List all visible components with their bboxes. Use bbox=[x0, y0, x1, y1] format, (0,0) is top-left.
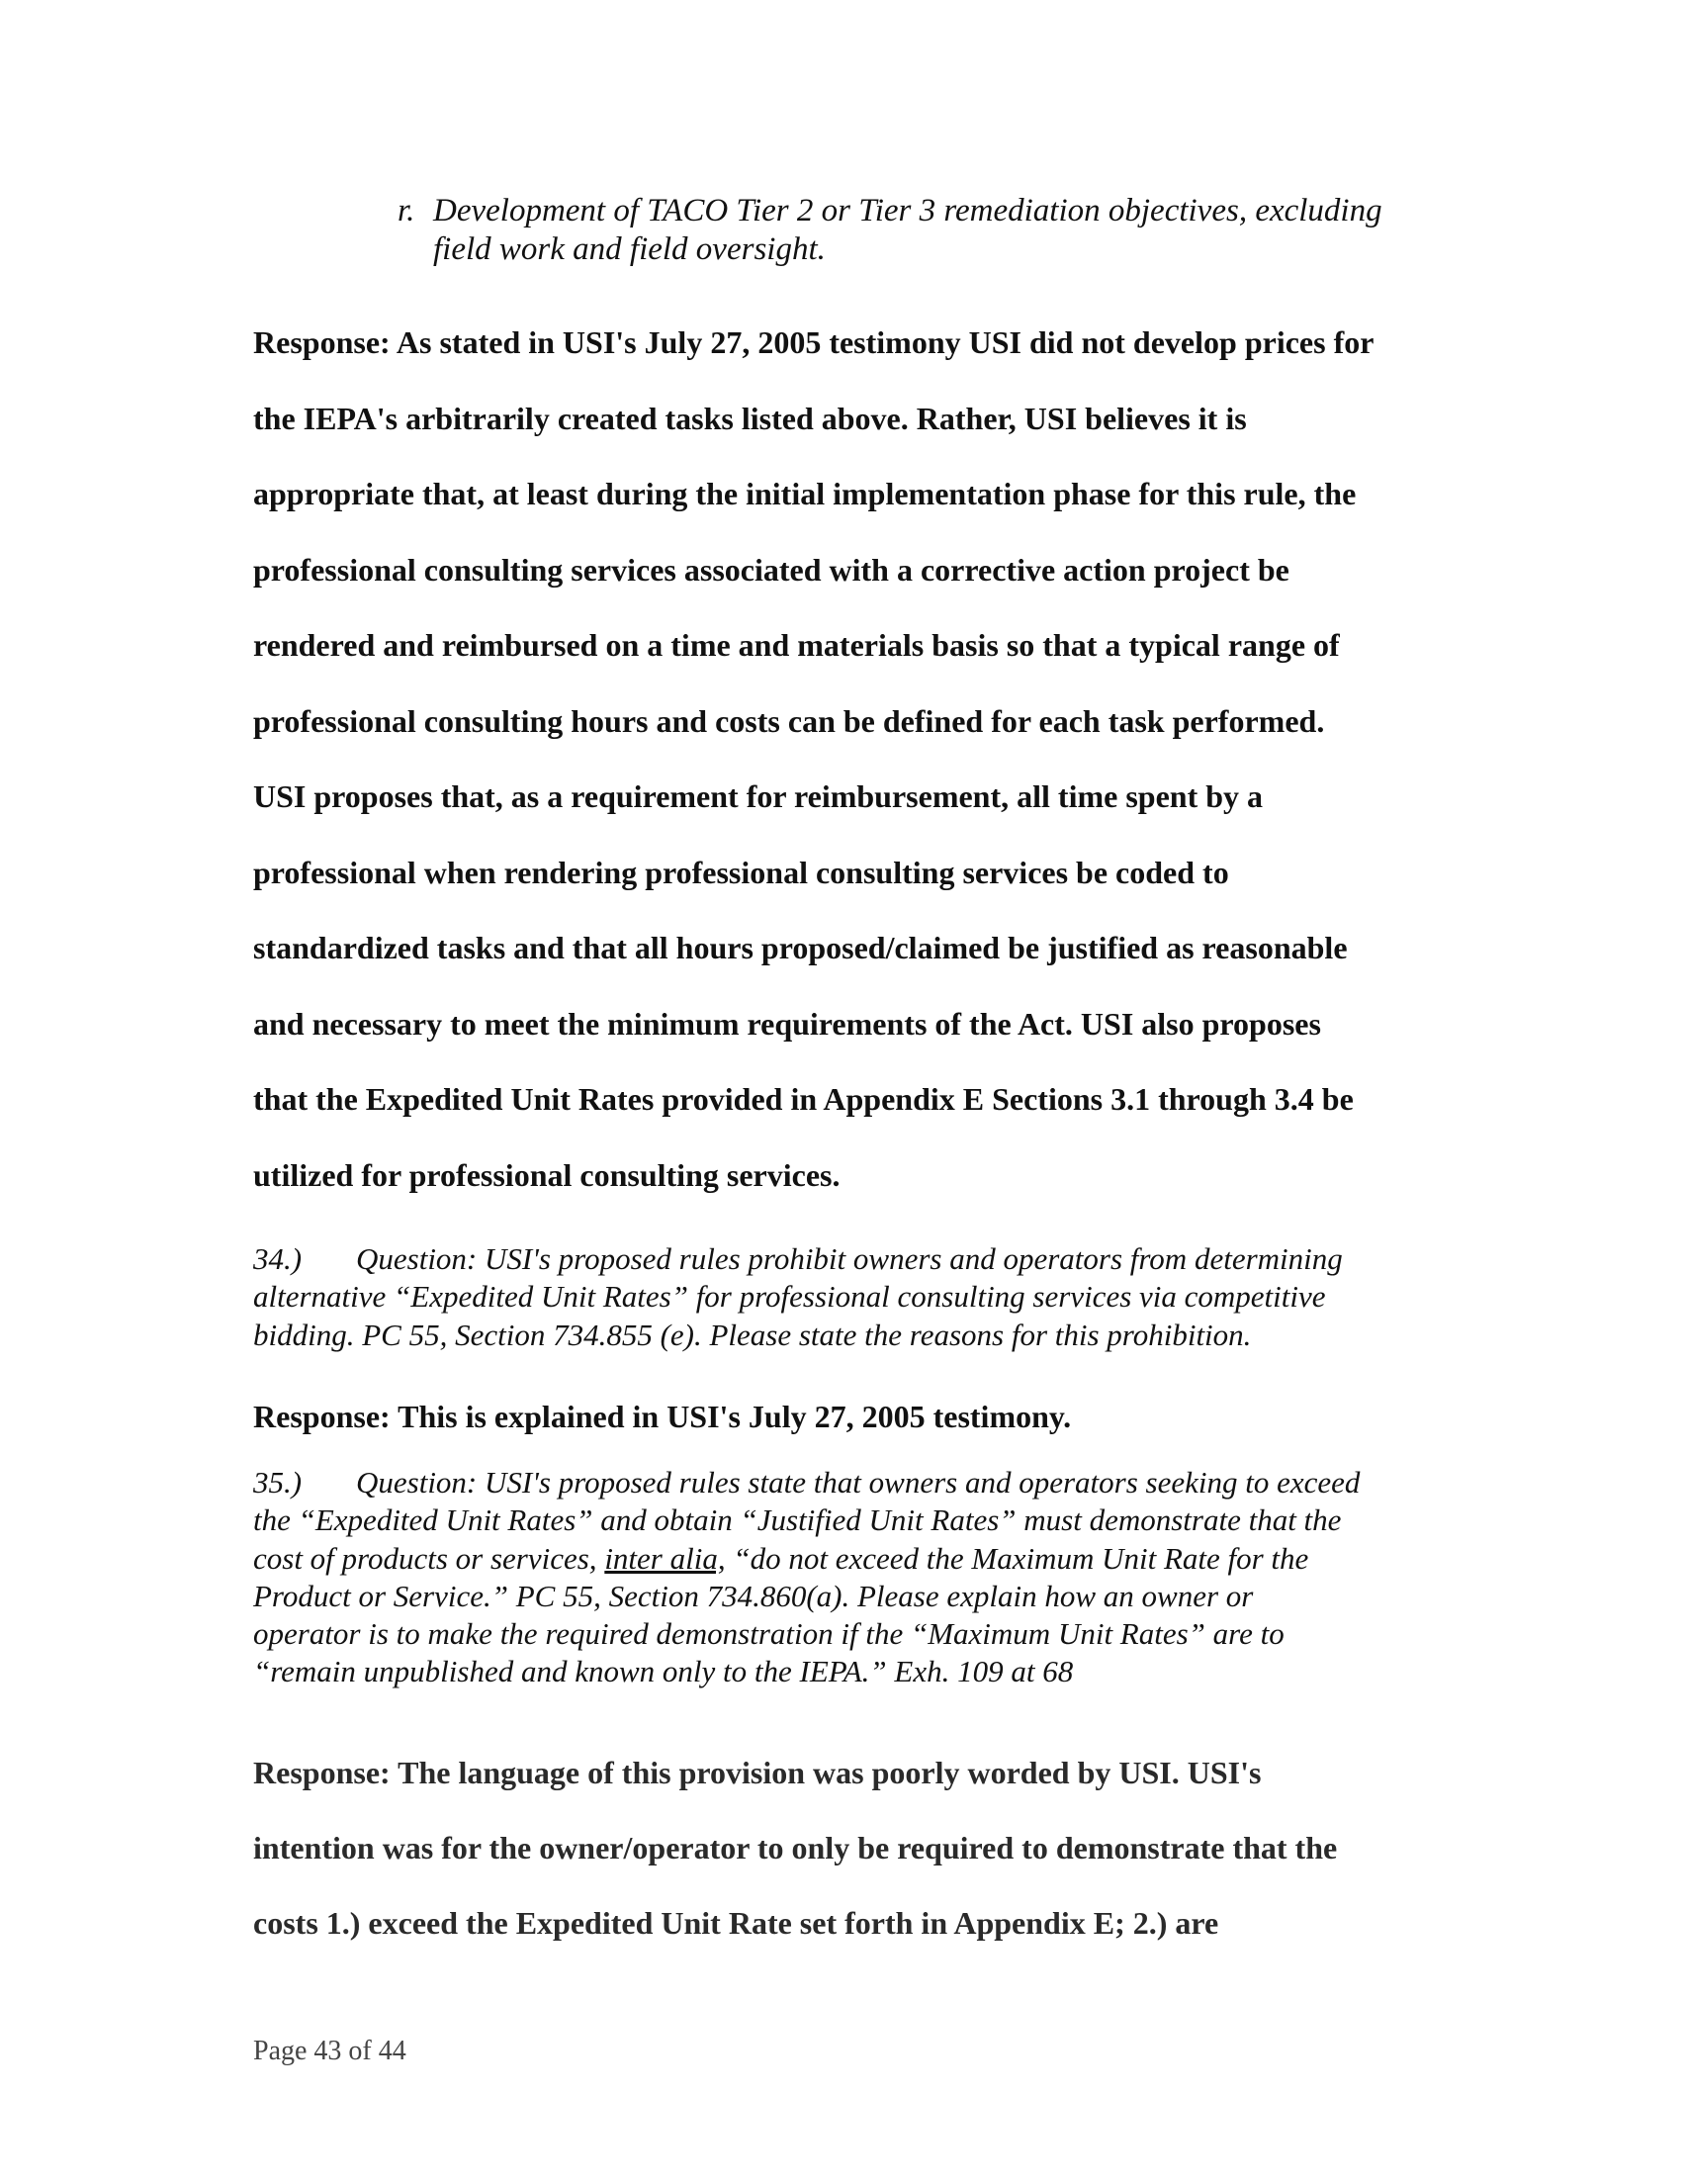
question-line: the “Expedited Unit Rates” and obtain “Justified Unit Rates” must demonstrate that the bbox=[253, 1502, 1342, 1538]
question-number: 34.) bbox=[253, 1241, 303, 1276]
response-line: standardized tasks and that all hours proposed/claimed be justified as reasonable bbox=[253, 930, 1348, 965]
response-line: intention was for the owner/operator to only be required to demonstrate that the bbox=[253, 1830, 1338, 1866]
question-line bbox=[253, 1540, 1479, 1578]
response-line: Response: As stated in USI's July 27, 2005 testimony USI did not develop prices for bbox=[253, 324, 1375, 360]
underlined-term: inter alia, bbox=[604, 1540, 726, 1576]
list-item-text-line: field work and field oversight. bbox=[433, 231, 826, 267]
question-text: “do not exceed the Maximum Unit Rate for the bbox=[725, 1540, 1309, 1576]
question-first-line bbox=[253, 1464, 1479, 1502]
list-item-r bbox=[398, 192, 1446, 269]
response-paragraph-1 bbox=[253, 305, 1479, 1213]
response-line: USI proposes that, as a requirement for reimbursement, all time spent by a bbox=[253, 778, 1264, 814]
question-line: “remain unpublished and known only to the IEPA.” Exh. 109 at 68 bbox=[253, 1654, 1074, 1689]
response-line: costs 1.) exceed the Expedited Unit Rate set forth in Appendix E; 2.) are bbox=[253, 1905, 1219, 1941]
response-line: professional when rendering professional consulting services be coded to bbox=[253, 854, 1229, 890]
response-line: utilized for professional consulting services. bbox=[253, 1156, 841, 1193]
question-first-line bbox=[253, 1240, 1479, 1278]
question-line: operator is to make the required demonstration if the “Maximum Unit Rates” are to bbox=[253, 1616, 1285, 1652]
response-line: rendered and reimbursed on a time and materials basis so that a typical range of bbox=[253, 627, 1340, 663]
response-paragraph-2: Response: This is explained in USI's July 27, 2005 testimony. bbox=[253, 1399, 1072, 1434]
list-item-text-line: Development of TACO Tier 2 or Tier 3 remediation objectives, excluding bbox=[433, 193, 1382, 228]
question-number: 35.) bbox=[253, 1465, 303, 1500]
question-text: Question: USI's proposed rules prohibit owners and operators from determining bbox=[356, 1241, 1343, 1276]
response-line: appropriate that, at least during the initial implementation phase for this rule, the bbox=[253, 476, 1357, 511]
page-footer: Page 43 of 44 bbox=[253, 2036, 406, 2066]
response-line: that the Expedited Unit Rates provided in Appendix E Sections 3.1 through 3.4 be bbox=[253, 1081, 1354, 1117]
question-35 bbox=[253, 1464, 1479, 1691]
response-line: the IEPA's arbitrarily created tasks listed above. Rather, USI believes it is bbox=[253, 400, 1247, 436]
question-34 bbox=[253, 1240, 1479, 1354]
list-item-letter: r. bbox=[398, 193, 415, 228]
question-text: cost of products or services, bbox=[253, 1540, 605, 1576]
response-line: Response: The language of this provision was poorly worded by USI. USI's bbox=[253, 1755, 1262, 1790]
question-line: bidding. PC 55, Section 734.855 (e). Please state the reasons for this prohibition. bbox=[253, 1317, 1252, 1352]
response-line: professional consulting hours and costs can be defined for each task performed. bbox=[253, 702, 1325, 739]
response-line: and necessary to meet the minimum requirements of the Act. USI also proposes bbox=[253, 1005, 1321, 1042]
question-line: alternative “Expedited Unit Rates” for professional consulting services via competitive bbox=[253, 1279, 1326, 1315]
response-paragraph-3 bbox=[253, 1735, 1479, 1960]
question-text: Question: USI's proposed rules state that owners and operators seeking to exceed bbox=[356, 1465, 1361, 1500]
response-line: professional consulting services associated with a corrective action project be bbox=[253, 551, 1289, 588]
question-line: Product or Service.” PC 55, Section 734.860(a). Please explain how an owner or bbox=[253, 1578, 1254, 1613]
